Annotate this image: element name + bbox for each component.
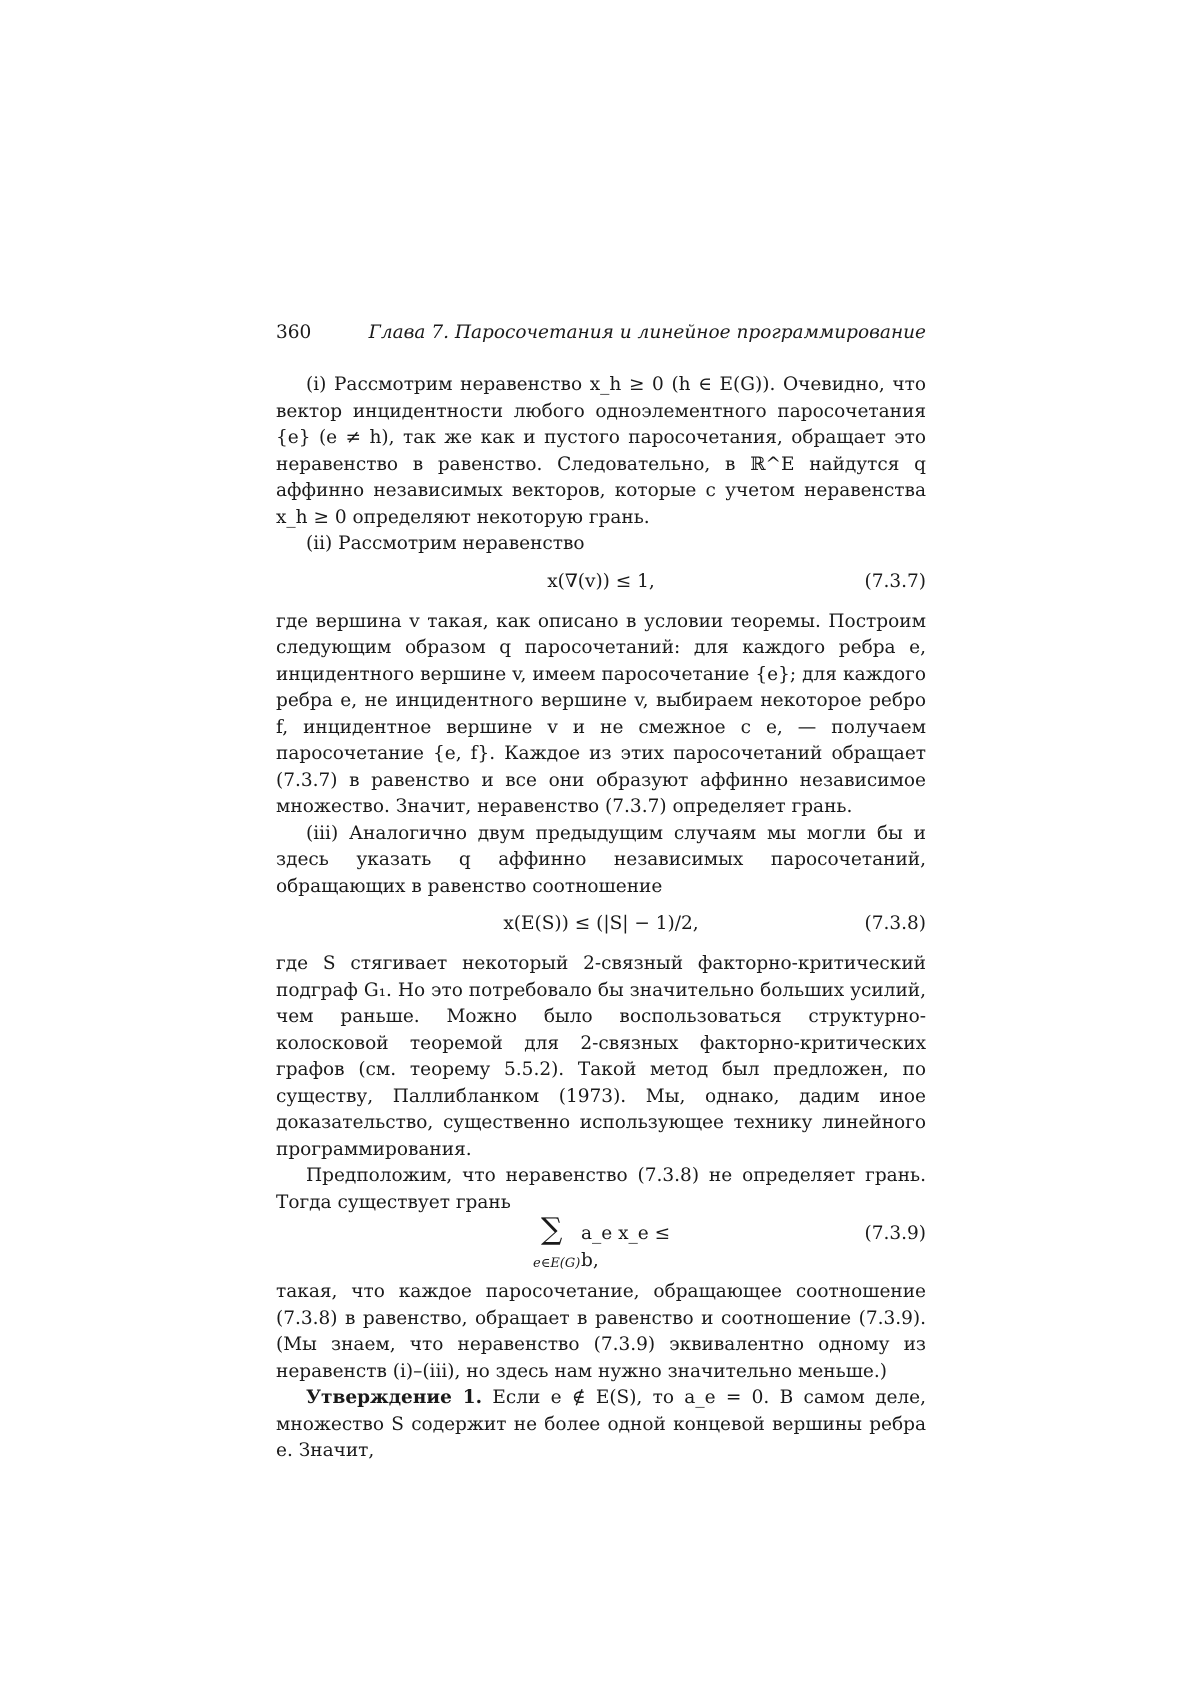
claim-heading: Утверждение 1. [306,1387,483,1408]
equation-number: (7.3.7) [864,570,926,592]
page-number: 360 [276,322,312,343]
formula-expression: x(E(S)) ≤ (|S| − 1)/2, [503,913,699,934]
paragraph-case-i: (i) Рассмотрим неравенство x_h ≥ 0 (h ∈ E(G)). Очевидно, что вектор инцидентности любого одноэлементного паросочетания {e} (e ≠ h), так же как и пустого паросочетания, обращает это неравенство в равенство. Следовательно, в ℝ^E найдутся q аффинно независимых векторов, которые с учетом неравенства x_h ≥ 0 определяют некоторую грань. [276,374,926,528]
claim-text: Если e ∉ E(S), то a_e = 0. В самом деле, множество S содержит не более одной концевой вершины ребра e. Значит, [276,1387,926,1461]
equation-number: (7.3.9) [864,1223,926,1244]
equation-number: (7.3.8) [864,913,926,934]
running-title: Глава 7. Паросочетания и линейное программирование [368,322,926,343]
paragraph-case-iii-discussion: где S стягивает некоторый 2-связный факторно-критический подграф G₁. Но это потребовало бы значительно больших усилий, чем раньше. Можно было воспользоваться структурно-колосковой теоремой для 2-связных факторно-критических графов (см. теорему 5.5.2). Такой метод был предложен, по существу, Паллибланком (1973). Мы, однако, дадим иное доказательство, существенно использующее технику линейного программирования. [276,953,926,1160]
body-text [276,372,926,1465]
paragraph-claim-1 [276,1385,926,1465]
formula-7-3-8 [276,911,926,937]
formula-expression: x(∇(v)) ≤ 1, [547,570,655,592]
paragraph-case-ii-intro: (ii) Рассмотрим неравенство [306,533,585,554]
formula-expression: a_e x_e ≤ b, [581,1223,671,1271]
formula-7-3-9 [276,1212,926,1271]
paragraph-face-property: такая, что каждое паросочетание, обращающее соотношение (7.3.8) в равенство, обращает в равенство и соотношение (7.3.9). (Мы знаем, что неравенство (7.3.9) эквивалентно одному из неравенств (i)–(iii), но здесь нам нужно значительно меньше.) [276,1281,926,1382]
paragraph-case-iii-intro: (iii) Аналогично двум предыдущим случаям мы могли бы и здесь указать q аффинно независимых паросочетаний, обращающих в равенство соотношение [276,822,926,897]
book-page [276,322,926,1465]
paragraph-assumption: Предположим, что неравенство (7.3.8) не определяет грань. Тогда существует грань [276,1165,926,1213]
formula-7-3-7 [276,569,926,595]
summation-symbol: ∑ [541,1212,563,1247]
paragraph-case-ii-proof: где вершина v такая, как описано в условии теоремы. Построим следующим образом q паросочетаний: для каждого ребра e, инцидентного вершине v, имеем паросочетание {e}; для каждого ребра e, не инцидентного вершине v, выбираем некоторое ребро f, инцидентное вершине v и не смежное с e, — получаем паросочетание {e, f}. Каждое из этих паросочетаний обращает (7.3.7) в равенство и все они образуют аффинно независимое множество. Значит, неравенство (7.3.7) определяет грань. [276,610,926,817]
page-header [276,322,926,352]
summation-subscript: e∈E(G) [533,1256,581,1271]
